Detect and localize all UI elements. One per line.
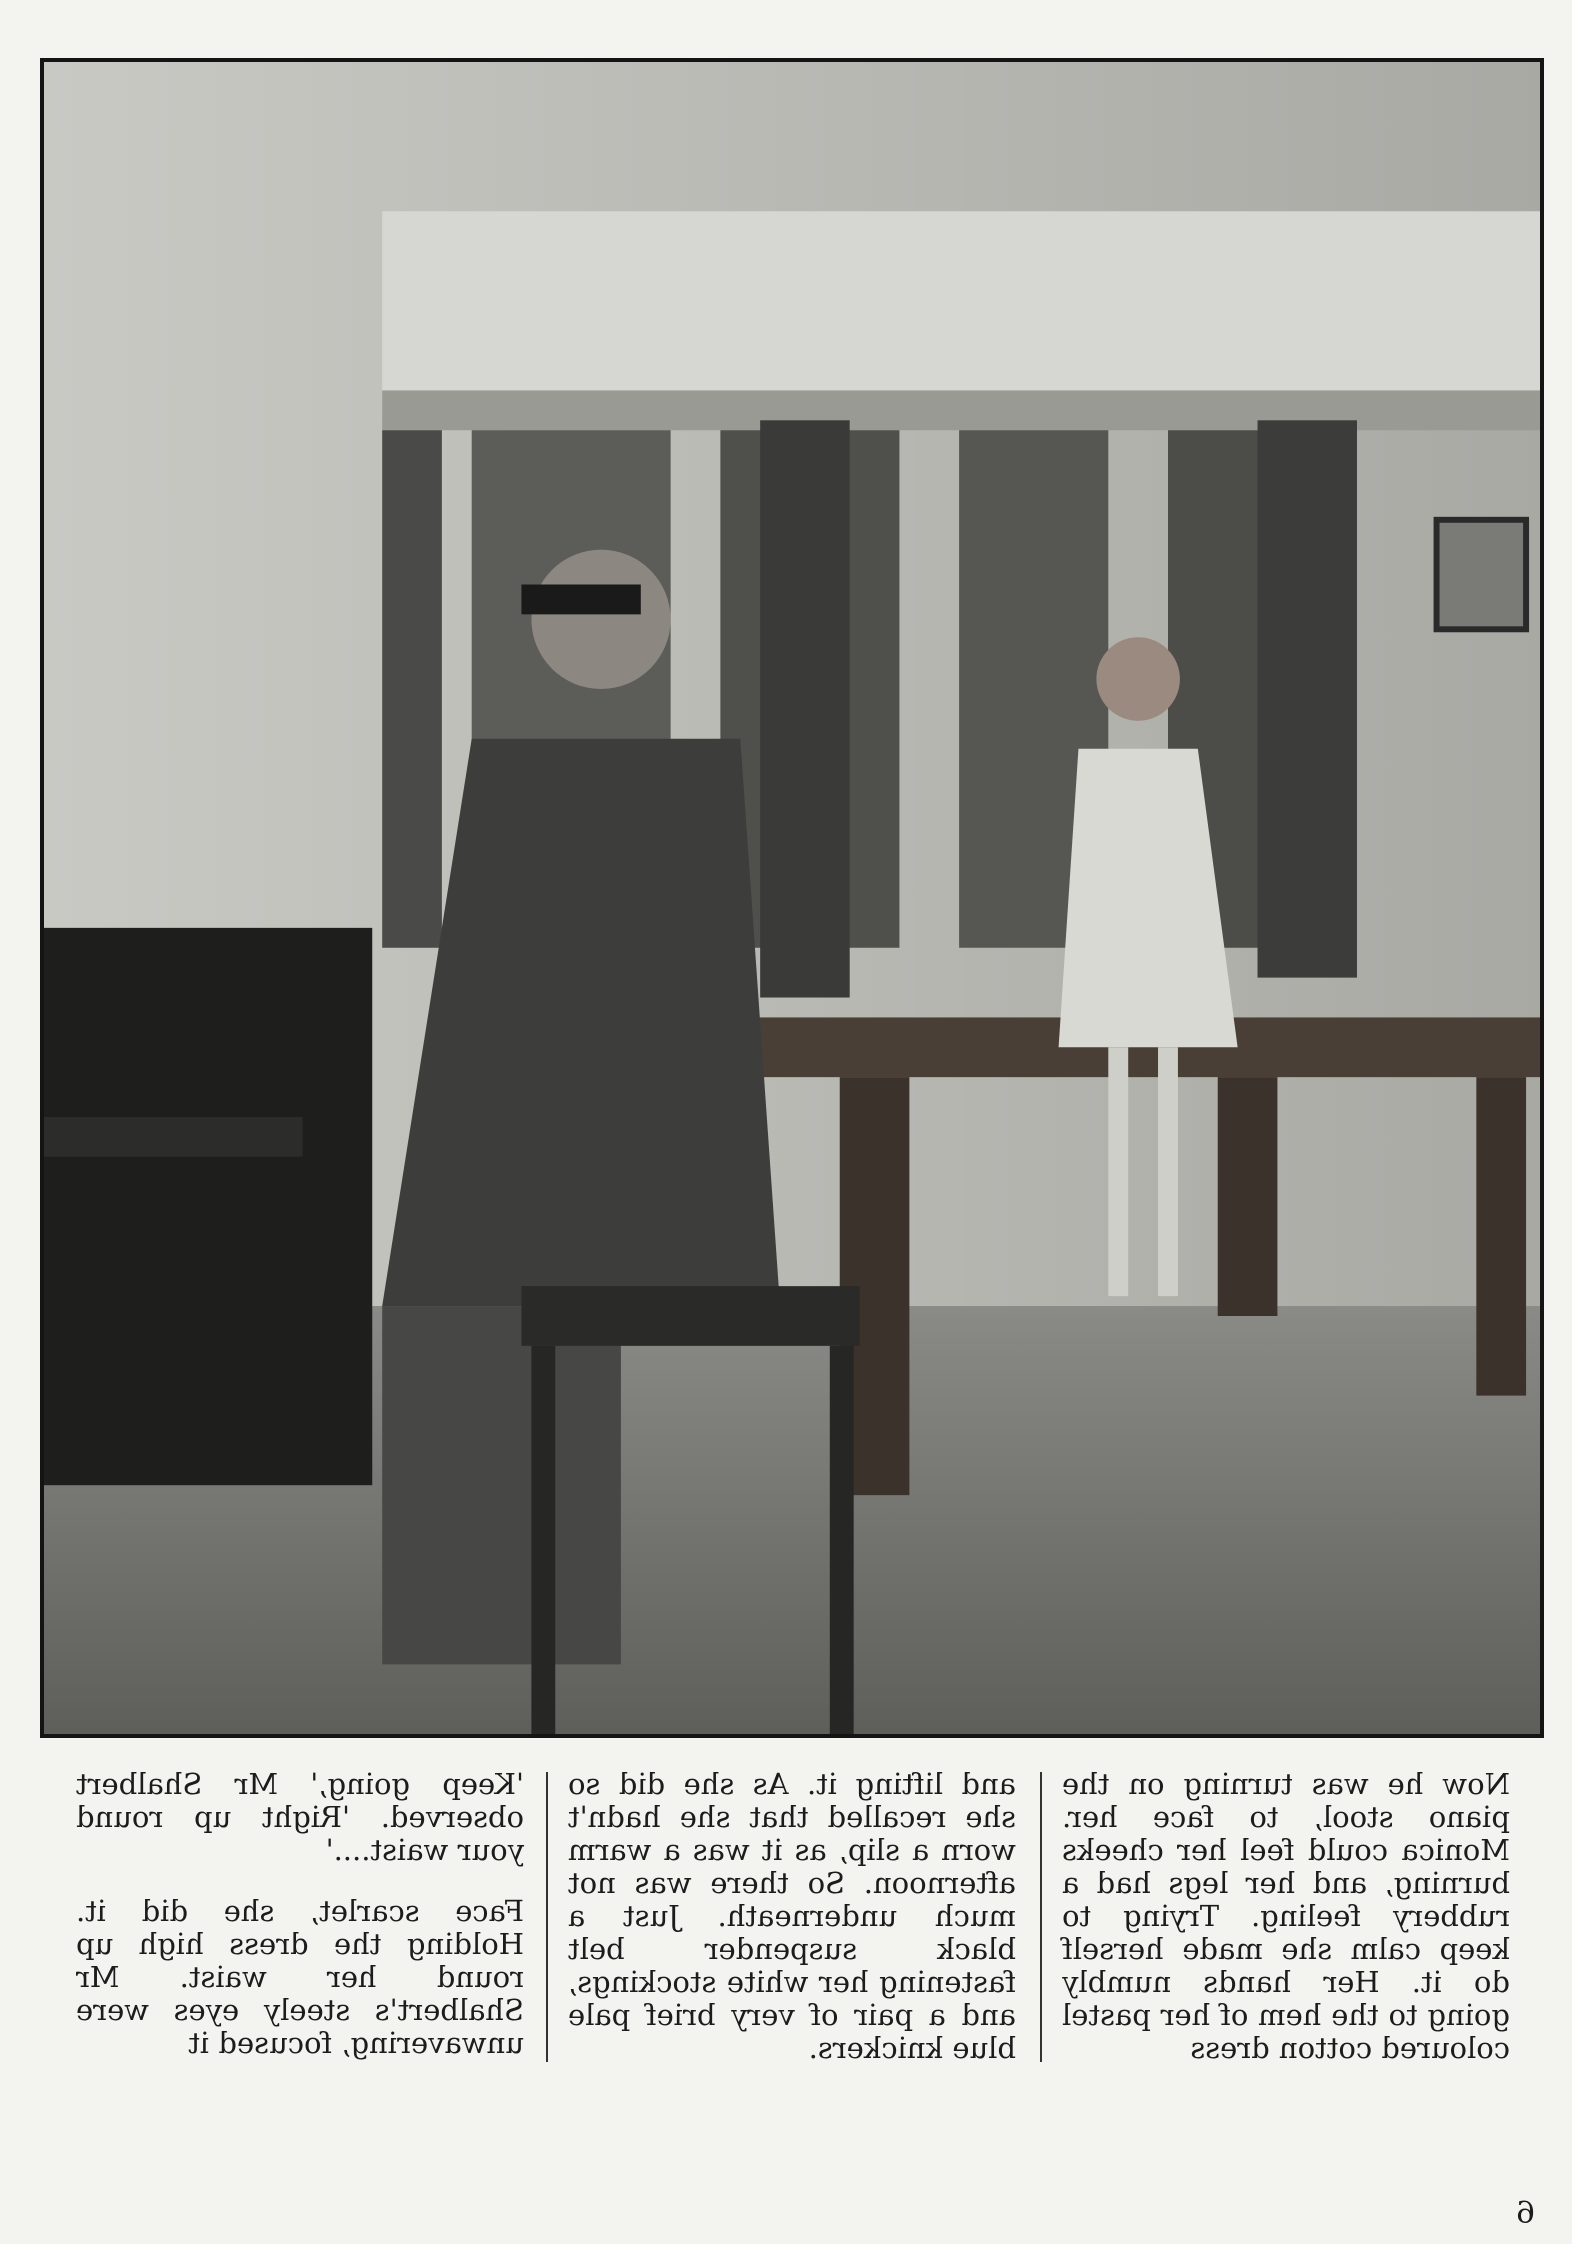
paragraph: 'Keep going,' Mr Shalbert observed. 'Right up round your waist....' — [76, 1767, 524, 1867]
photo-scene — [44, 62, 1540, 1734]
photograph — [40, 58, 1544, 1738]
article-column-3 — [76, 1768, 524, 2088]
page-number: 6 — [1516, 2196, 1536, 2231]
piano — [44, 928, 372, 1485]
paragraph: and lifting it. As she did so she recalled that she hadn't worn a slip, as it was a warm afternoon. So there was not much underneath. Just a black suspender belt fastening her white stockings, and a pair of very brief pale blue knickers. — [568, 1767, 1016, 2065]
article-text — [78, 1768, 1510, 2068]
paragraph: Face scarlet, she did it. Holding the dress high up round her waist. Mr Shalbert's steely eyes were unwavering, focused it — [76, 1894, 524, 2060]
column-divider — [546, 1772, 548, 2062]
article-column-1 — [1062, 1768, 1510, 2093]
column-divider — [1040, 1772, 1042, 2062]
article-column-2 — [568, 1768, 1016, 2093]
paragraph: Now he was turning on the piano stool, to face her. Monica could feel her cheeks burning, and her legs had a rubbery feeling. Trying to keep calm she made herself do it. Her hands numbly going to the hem of her pastel coloured cotton dress — [1062, 1767, 1510, 2065]
